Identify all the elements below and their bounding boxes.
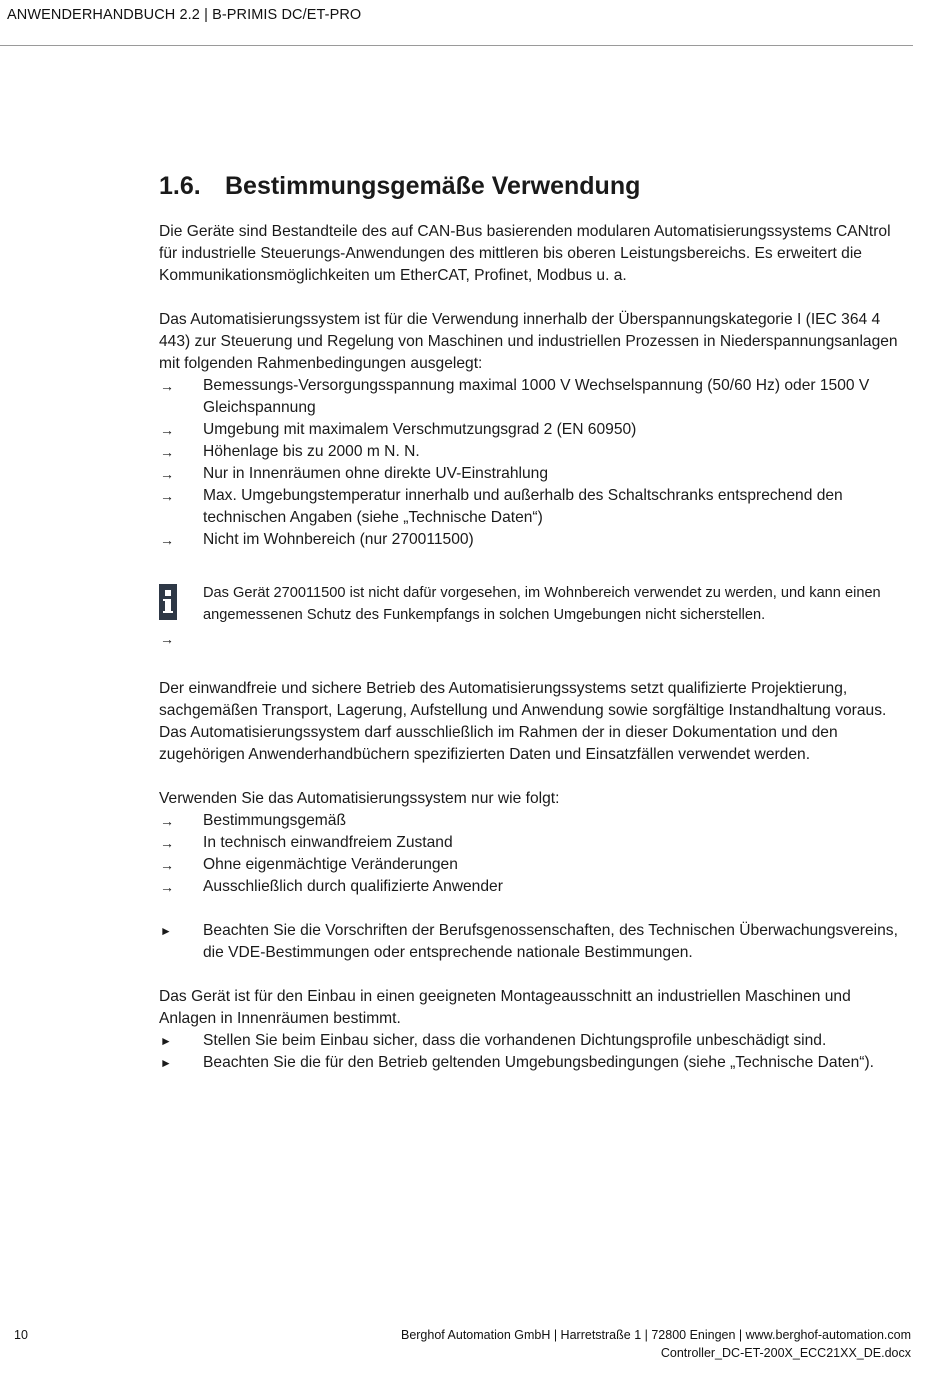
list-item-text: Bemessungs-Versorgungsspannung maximal 1000 V Wechselspannung (50/60 Hz) oder 1500 V Gleichspannung xyxy=(203,377,870,416)
arrow-icon: → xyxy=(160,813,174,829)
arrow-icon: → xyxy=(160,857,174,873)
list-item xyxy=(159,463,909,485)
list-item xyxy=(159,529,909,551)
list-item-text: Nicht im Wohnbereich (nur 270011500) xyxy=(203,531,474,548)
arrow-icon: → xyxy=(160,488,174,504)
list-item-text: Umgebung mit maximalem Verschmutzungsgrad 2 (EN 60950) xyxy=(203,421,637,438)
paragraph-scope: Das Automatisierungssystem darf ausschließlich im Rahmen der in dieser Dokumentation und den zugehörigen Anwenderhandbüchern spezifizierten Daten und Einsatzfällen verwendet werden. xyxy=(159,724,838,763)
arrow-icon: → xyxy=(160,835,174,851)
section-number: 1.6. xyxy=(159,172,201,200)
instruction-text: Beachten Sie die für den Betrieb geltenden Umgebungsbedingungen (siehe „Technische Daten“). xyxy=(203,1054,874,1071)
paragraph-usage-intro: Verwenden Sie das Automatisierungssystem nur wie folgt: xyxy=(159,790,560,807)
list-item xyxy=(159,876,909,898)
header-divider xyxy=(0,45,913,46)
arrow-icon: → xyxy=(160,631,174,647)
paragraph-intro: Die Geräte sind Bestandteile des auf CAN-Bus basierenden modularen Automatisierungssystems CANtrol für industrielle Steuerungs-Anwendungen des mittleren bis oberen Leistungsbereichs. Es erweitert die Kommunikationsmöglichkeiten um EtherCAT, Profinet, Modbus u. a. xyxy=(159,223,891,284)
spacer xyxy=(159,766,909,788)
info-icon xyxy=(159,584,177,620)
spacer xyxy=(159,964,909,986)
triangle-bullet-icon: ► xyxy=(160,924,172,938)
list-item xyxy=(159,419,909,441)
triangle-bullet-icon: ► xyxy=(160,1056,172,1070)
list-item-text: Nur in Innenräumen ohne direkte UV-Einstrahlung xyxy=(203,465,548,482)
arrow-icon: → xyxy=(160,466,174,482)
info-note-text: Das Gerät 270011500 ist nicht dafür vorgesehen, im Wohnbereich verwendet zu werden, und kann einen angemessenen Schutz des Funkempfangs in solchen Umgebungen nicht sicherstellen. xyxy=(203,585,881,623)
arrow-icon: → xyxy=(160,422,174,438)
instruction-text: Beachten Sie die Vorschriften der Berufsgenossenschaften, des Technischen Überwachungsvereins, die VDE-Bestimmungen oder entsprechende nationale Bestimmungen. xyxy=(203,922,898,961)
list-item xyxy=(159,485,909,529)
instruction-text: Stellen Sie beim Einbau sicher, dass die vorhandenen Dichtungsprofile unbeschädigt sind. xyxy=(203,1032,827,1049)
paragraph-conditions: Das Automatisierungssystem ist für die Verwendung innerhalb der Überspannungskategorie I (IEC 364 4 443) zur Steuerung und Regelung von Maschinen und industriellen Prozessen in Niederspannungsanlagen mit folgenden Rahmenbedingungen ausgelegt: xyxy=(159,311,898,372)
spacer xyxy=(159,287,909,309)
info-note xyxy=(159,572,909,655)
footer-company: Berghof Automation GmbH | Harretstraße 1 | 72800 Eningen | www.berghof-automation.com xyxy=(400,1328,911,1342)
arrow-icon: → xyxy=(160,879,174,895)
paragraph-operation: Der einwandfreie und sichere Betrieb des Automatisierungssystems setzt qualifizierte Projektierung, sachgemäßen Transport, Lagerung, Aufstellung und Anwendung sowie sorgfältige Instandhaltung voraus. xyxy=(159,680,887,719)
list-item-text: Ohne eigenmächtige Veränderungen xyxy=(203,856,458,873)
list-item xyxy=(159,832,909,854)
triangle-bullet-icon: ► xyxy=(160,1034,172,1048)
running-header: ANWENDERHANDBUCH 2.2 | B-PRIMIS DC/ET-PRO xyxy=(7,7,362,23)
list-item-text: In technisch einwandfreiem Zustand xyxy=(203,834,453,851)
arrow-icon: → xyxy=(160,444,174,460)
instruction-item xyxy=(159,1030,909,1052)
list-item-text: Max. Umgebungstemperatur innerhalb und außerhalb des Schaltschranks entsprechend den technischen Angaben (siehe „Technische Daten“) xyxy=(203,487,843,526)
arrow-icon: → xyxy=(160,532,174,548)
paragraph-mounting: Das Gerät ist für den Einbau in einen geeigneten Montageausschnitt an industriellen Maschinen und Anlagen in Innenräumen bestimmt. xyxy=(159,988,851,1027)
section-title: Bestimmungsgemäße Verwendung xyxy=(225,172,641,200)
conditions-list xyxy=(159,375,909,551)
page-footer xyxy=(401,1326,911,1362)
instruction-item xyxy=(159,1052,909,1074)
instruction-list xyxy=(159,920,909,964)
footer-document-file: Controller_DC-ET-200X_ECC21XX_DE.docx xyxy=(660,1346,911,1360)
list-item xyxy=(159,441,909,463)
page-number: 10 xyxy=(14,1328,28,1342)
spacer xyxy=(159,898,909,920)
mounting-steps-list xyxy=(159,1030,909,1074)
instruction-item xyxy=(159,920,909,964)
list-item-text: Ausschließlich durch qualifizierte Anwender xyxy=(203,878,503,895)
arrow-icon: → xyxy=(160,378,174,394)
section-heading xyxy=(159,168,909,204)
list-item xyxy=(159,854,909,876)
list-item-text: Bestimmungsgemäß xyxy=(203,812,346,829)
list-item xyxy=(159,375,909,419)
usage-list xyxy=(159,810,909,898)
list-item-text: Höhenlage bis zu 2000 m N. N. xyxy=(203,443,420,460)
page-content xyxy=(159,168,909,1074)
list-item xyxy=(159,810,909,832)
